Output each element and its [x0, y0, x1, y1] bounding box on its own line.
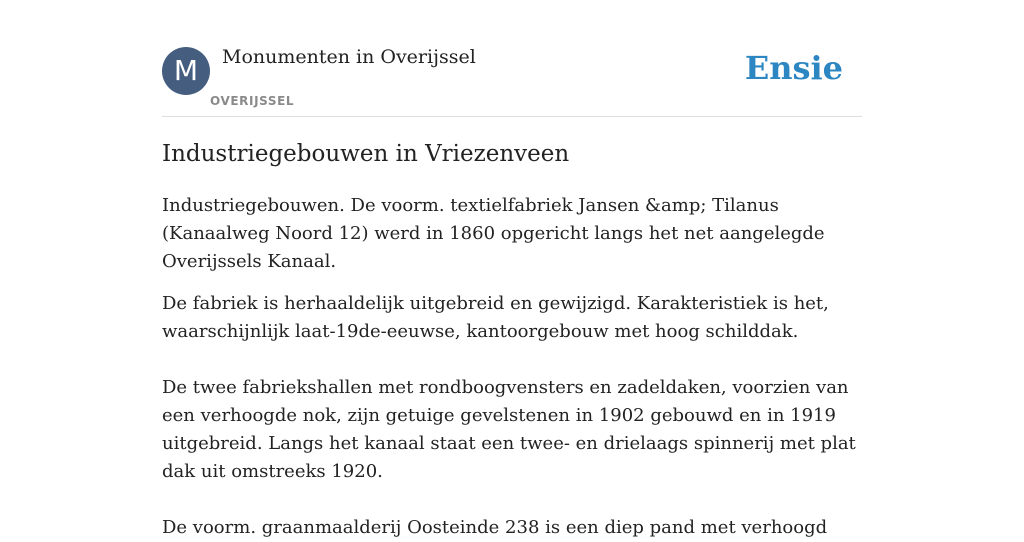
site-header	[162, 40, 862, 117]
region-label[interactable]: OVERIJSSEL	[210, 94, 295, 108]
article-paragraph: Industriegebouwen. De voorm. textielfabriek Jansen &amp; Tilanus (Kanaalweg Noord 12) werd in 1860 opgericht langs het net aangelegde Overijssels Kanaal.	[162, 195, 825, 272]
article	[162, 136, 862, 542]
article-paragraph: De voorm. graanmaalderij Oosteinde 238 is een diep pand met verhoogd	[162, 517, 828, 538]
avatar[interactable]: M	[162, 47, 210, 95]
article-title: Industriegebouwen in Vriezenveen	[162, 141, 570, 167]
site-title-link[interactable]: Monumenten in Overijssel	[222, 46, 476, 68]
article-paragraph: De fabriek is herhaaldelijk uitgebreid en gewijzigd. Karakteristiek is het, waarschijnlijk laat-19de-eeuwse, kantoorgebouw met hoog schilddak.	[162, 293, 829, 342]
brand-logo[interactable]: Ensie	[744, 49, 843, 87]
article-paragraph: De twee fabriekshallen met rondboogvensters en zadeldaken, voorzien van een verhoogde nok, zijn getuige gevelstenen in 1902 gebouwd en in 1919 uitgebreid. Langs het kanaal staat een twee- en drielaags spinnerij met plat dak uit omstreeks 1920.	[162, 377, 856, 482]
